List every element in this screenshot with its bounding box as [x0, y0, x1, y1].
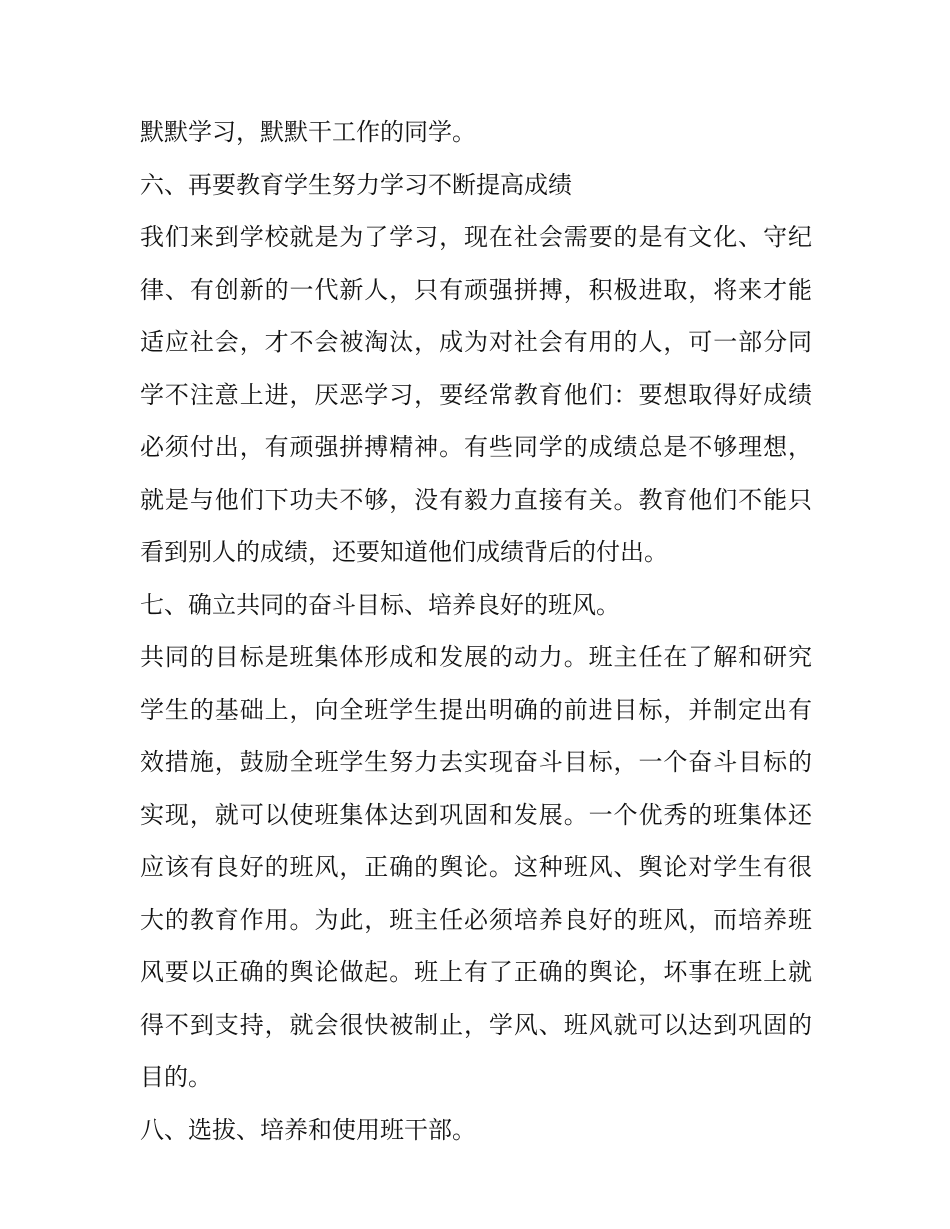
text-line: 学生的基础上，向全班学生提出明确的前进目标，并制定出有 — [140, 695, 812, 724]
text-line: 风要以正确的舆论做起。班上有了正确的舆论，坏事在班上就 — [140, 958, 812, 986]
text-line: 七、确立共同的奋斗目标、培养良好的班风。 — [140, 590, 620, 619]
text-line: 应该有良好的班风，正确的舆论。这种班风、舆论对学生有很 — [140, 853, 812, 881]
text-line: 默默学习，默默干工作的同学。 — [140, 118, 476, 146]
text-line: 我们来到学校就是为了学习，现在社会需要的是有文化、守纪 — [140, 223, 812, 251]
document-body-text — [140, 106, 812, 1156]
text-line: 共同的目标是班集体形成和发展的动力。班主任在了解和研究 — [140, 643, 812, 671]
text-line: 必须付出，有顽强拼搏精神。有些同学的成绩总是不够理想， — [140, 433, 812, 461]
text-line: 六、再要教育学生努力学习不断提高成绩 — [140, 170, 572, 199]
text-line: 效措施，鼓励全班学生努力去实现奋斗目标，一个奋斗目标的 — [140, 748, 812, 776]
text-line: 得不到支持，就会很快被制止，学风、班风就可以达到巩固的 — [140, 1010, 812, 1039]
text-line: 律、有创新的一代新人，只有顽强拼搏，积极进取，将来才能 — [140, 275, 812, 304]
text-line: 大的教育作用。为此，班主任必须培养良好的班风，而培养班 — [140, 905, 812, 934]
text-line: 看到别人的成绩，还要知道他们成绩背后的付出。 — [140, 538, 668, 566]
text-line: 适应社会，才不会被淘汰，成为对社会有用的人，可一部分同 — [140, 328, 812, 356]
text-line: 就是与他们下功夫不够，没有毅力直接有关。教育他们不能只 — [140, 485, 812, 514]
text-line: 目的。 — [140, 1063, 212, 1091]
text-line: 实现，就可以使班集体达到巩固和发展。一个优秀的班集体还 — [140, 800, 812, 829]
text-line: 八、选拔、培养和使用班干部。 — [140, 1115, 476, 1144]
text-line: 学不注意上进，厌恶学习，要经常教育他们：要想取得好成绩 — [140, 380, 812, 409]
